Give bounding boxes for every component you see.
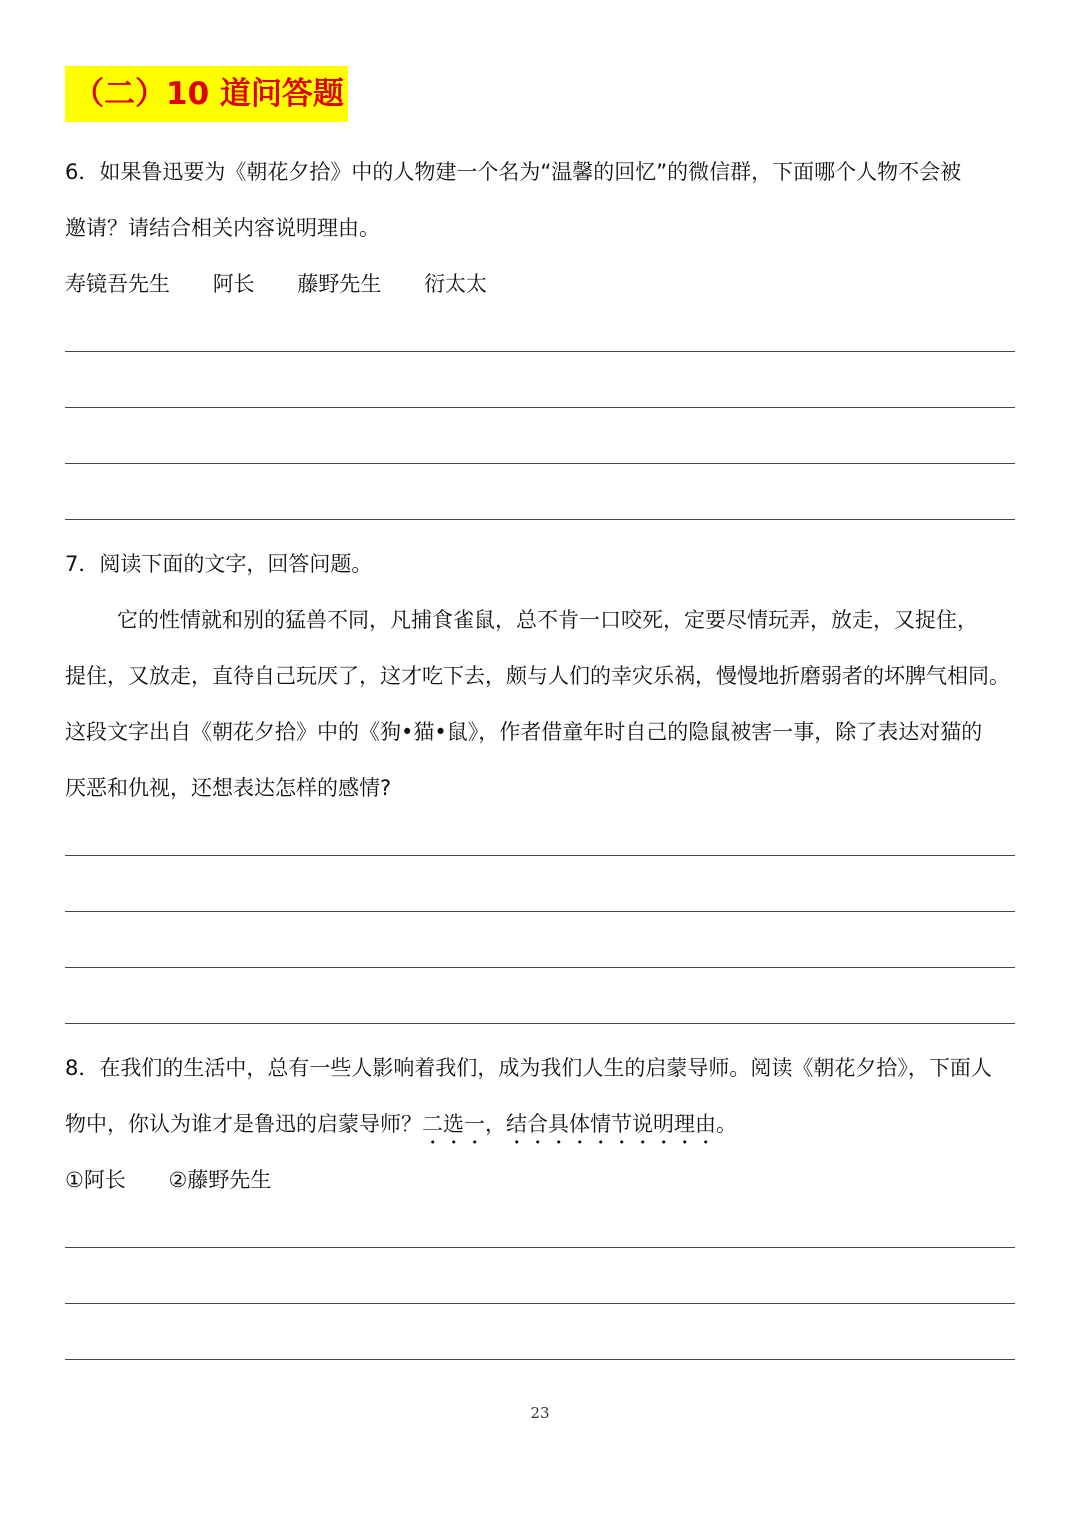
q8-comma: ， [485,1112,506,1136]
q6-options [65,269,1015,299]
q8-period: 。 [716,1112,737,1136]
q6-option: 藤野先生 [297,272,382,296]
emphasis-choose-one: 二选一 [422,1112,485,1136]
page-number: 23 [530,1404,550,1422]
answer-line[interactable] [65,1303,1015,1304]
answer-line[interactable] [65,967,1015,968]
section-heading: （二）10 道问答题 [65,66,348,122]
answer-line[interactable] [65,1359,1015,1360]
answer-line[interactable] [65,1023,1015,1024]
q6-line-2: 邀请？请结合相关内容说明理由。 [65,216,380,240]
q7-line-1: 7．阅读下面的文字，回答问题。 [65,552,373,576]
q8-line-2-text: 物中，你认为谁才是鲁迅的启蒙导师？ [65,1112,422,1136]
q8-option: ②藤野先生 [168,1168,272,1192]
answer-line[interactable] [65,463,1015,464]
q6-line-1: 6．如果鲁迅要为《朝花夕拾》中的人物建一个名为“温馨的回忆”的微信群，下面哪个人物不会被 [65,160,962,184]
answer-line[interactable] [65,911,1015,912]
q7-passage-line-2: 提住，又放走，直待自己玩厌了，这才吃下去，颇与人们的幸灾乐祸，慢慢地折磨弱者的坏脾气相同。 [65,664,1010,688]
q6-option: 阿长 [212,272,255,296]
answer-line[interactable] [65,855,1015,856]
answer-line[interactable] [65,1247,1015,1248]
answer-line[interactable] [65,407,1015,408]
answer-line[interactable] [65,519,1015,520]
answer-line[interactable] [65,351,1015,352]
q8-line-2 [65,1109,1015,1149]
emphasis-explain-reason: 结合具体情节说明理由 [506,1112,716,1136]
q7-passage-line-4: 厌恶和仇视，还想表达怎样的感情? [65,776,392,800]
q8-line-1: 8．在我们的生活中，总有一些人影响着我们，成为我们人生的启蒙导师。阅读《朝花夕拾》，下面人 [65,1056,992,1080]
q6-option: 衍太太 [424,272,488,296]
q7-passage-line-1: 它的性情就和别的猛兽不同，凡捕食雀鼠，总不肯一口咬死，定要尽情玩弄，放走，又捉住， [117,608,978,632]
q8-options [65,1165,1015,1195]
q6-option: 寿镜吾先生 [65,272,170,296]
q8-option: ①阿长 [65,1168,126,1192]
q7-passage-line-3: 这段文字出自《朝花夕拾》中的《狗•猫•鼠》，作者借童年时自己的隐鼠被害一事，除了表达对猫的 [65,720,983,744]
